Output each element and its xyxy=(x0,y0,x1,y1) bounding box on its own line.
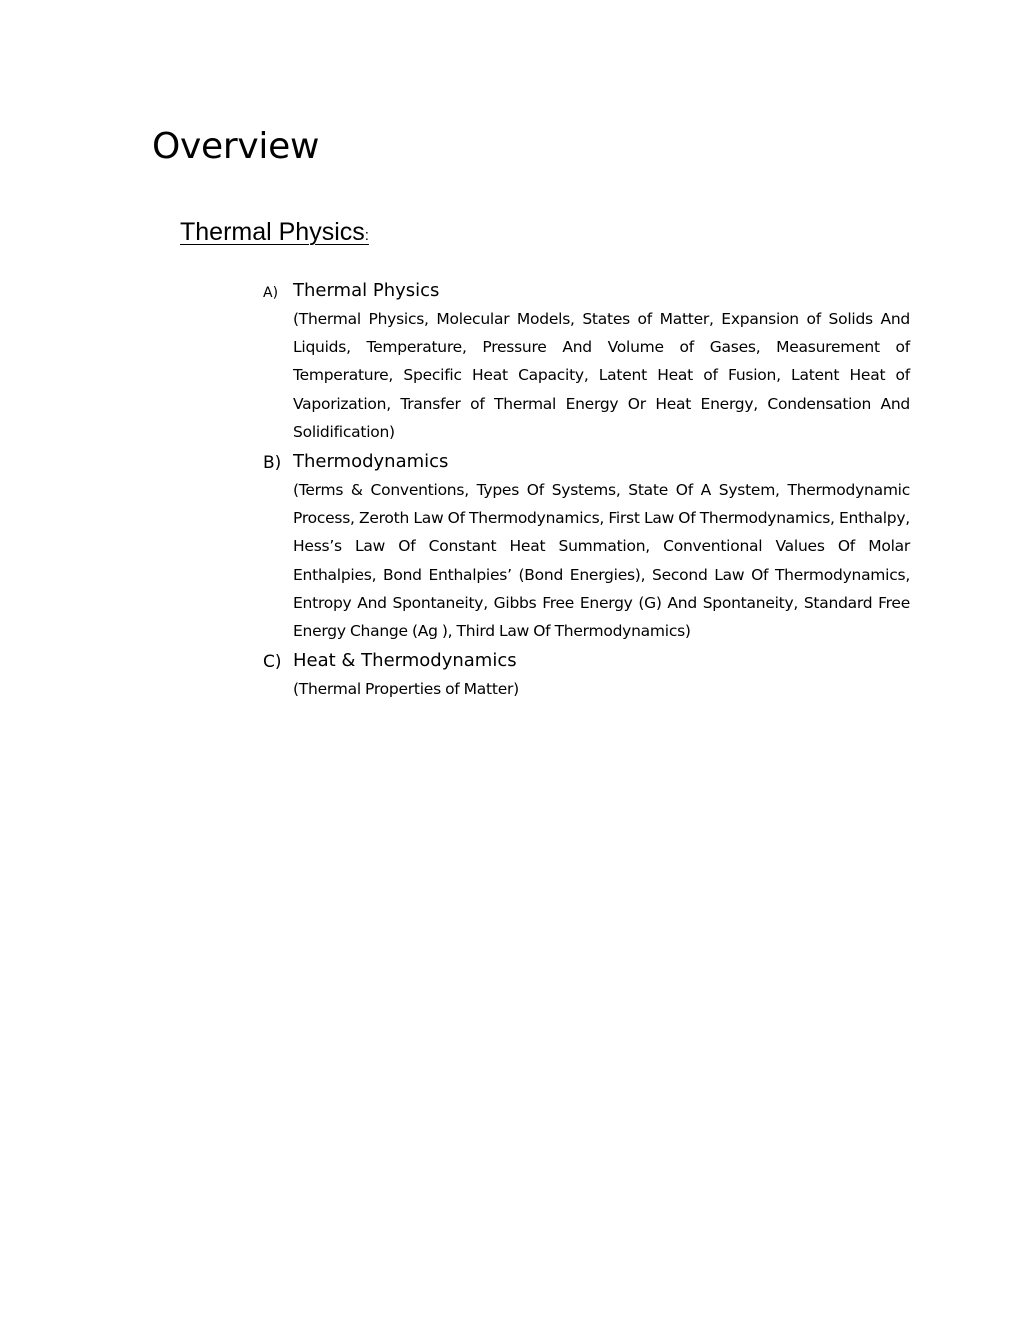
section-heading xyxy=(180,217,369,251)
topic-marker: C) xyxy=(263,652,282,673)
topic-list xyxy=(258,276,910,704)
topic-description: (Thermal Physics, Molecular Models, States of Matter, Expansion of Solids And Liquids, Temperature, Pressure And Volume of Gases, Measurement of Temperature, Specific Heat Capacity, Latent Heat of Fusion, Latent Heat of Vaporization, Transfer of Thermal Energy Or Heat Energy, Condensation And Solidification) xyxy=(293,310,910,441)
topic-item-thermodynamics xyxy=(258,447,910,645)
topic-title: Thermal Physics xyxy=(293,280,440,301)
section-heading-text: Thermal Physics xyxy=(180,218,365,246)
section-heading-colon: : xyxy=(364,227,369,244)
topic-marker: A) xyxy=(263,285,279,301)
topic-marker: B) xyxy=(263,453,282,474)
topic-title: Thermodynamics xyxy=(293,451,449,473)
topic-title: Heat & Thermodynamics xyxy=(293,650,517,672)
topic-item-thermal-physics xyxy=(258,276,910,446)
topic-item-heat-thermodynamics xyxy=(258,646,910,703)
topic-description: (Terms & Conventions, Types Of Systems, State Of A System, Thermodynamic Process, Zeroth Law Of Thermodynamics, First Law Of Thermodynamics, Enthalpy, Hess’s Law Of Constant Heat Summation, Conventional Values Of Molar Enthalpies, Bond Enthalpies’ (Bond Energies), Second Law Of Thermodynamics, Entropy And Spontaneity, Gibbs Free Energy (G) And Spontaneity, Standard Free Energy Change (Ag ), Third Law Of Thermodynamics) xyxy=(293,481,910,641)
topic-description: (Thermal Properties of Matter) xyxy=(293,680,519,699)
page-title: Overview xyxy=(152,126,320,167)
